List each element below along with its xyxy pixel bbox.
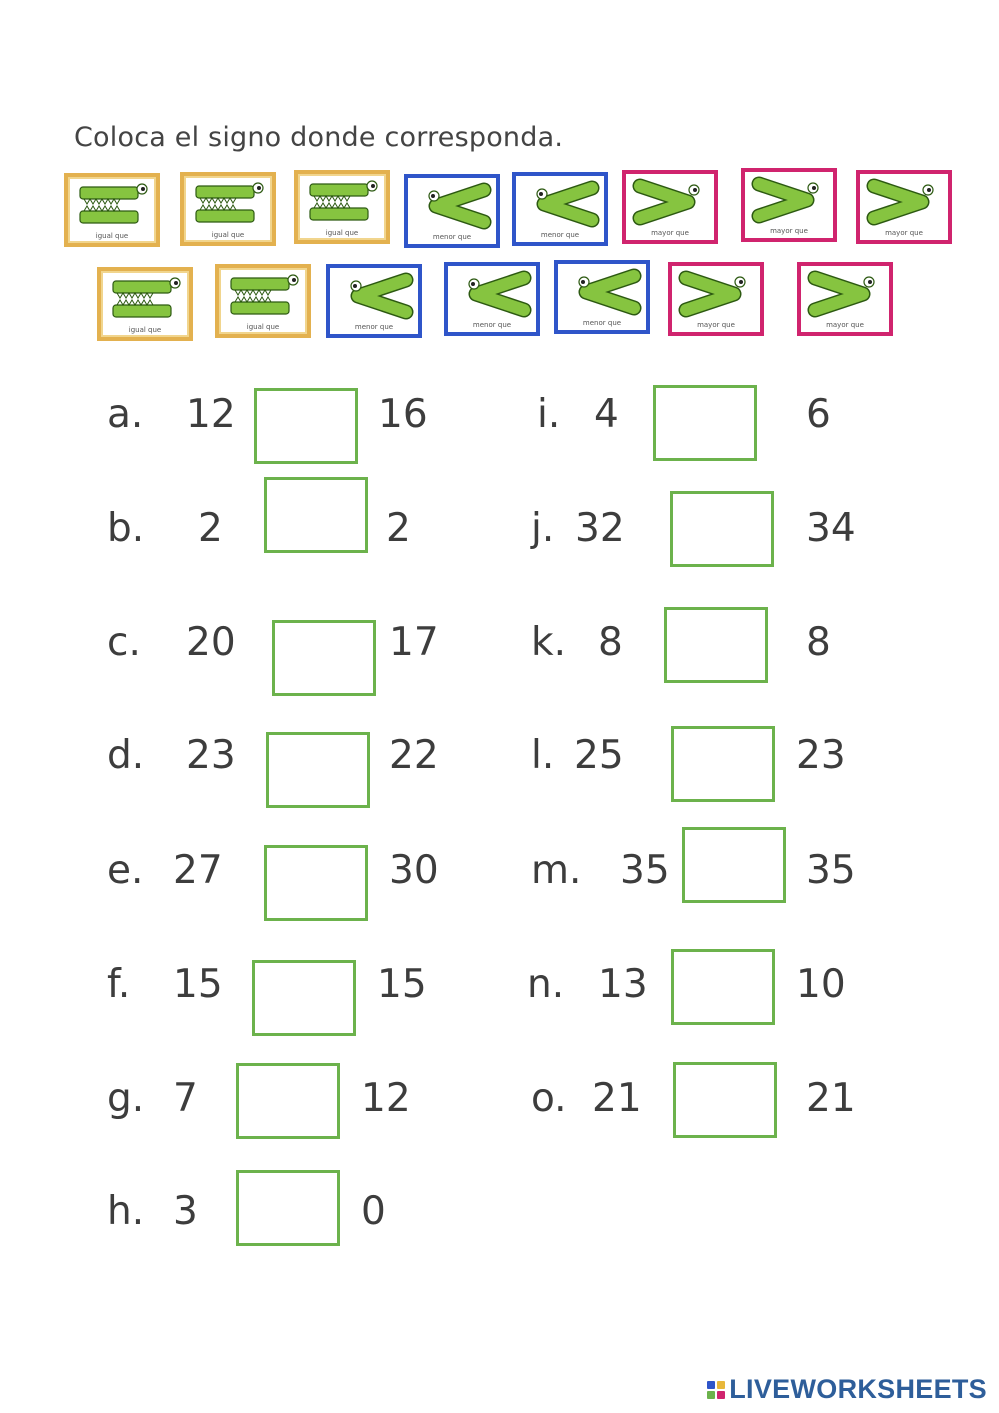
sign-card-caption: mayor que xyxy=(826,321,864,329)
sign-card-mayor[interactable] xyxy=(856,170,952,244)
exercise-label-h: h. xyxy=(107,1189,145,1234)
left-number-d: 23 xyxy=(186,733,236,778)
exercise-label-m: m. xyxy=(531,848,582,893)
liveworksheets-logo xyxy=(707,1374,987,1405)
answer-box-k[interactable] xyxy=(664,607,768,683)
right-number-j: 34 xyxy=(806,506,856,551)
answer-box-c[interactable] xyxy=(272,620,376,696)
sign-card-menor[interactable] xyxy=(554,260,650,334)
answer-box-l[interactable] xyxy=(671,726,775,802)
exercise-label-l: l. xyxy=(531,733,555,778)
sign-card-caption: igual que xyxy=(211,231,245,239)
answer-box-e[interactable] xyxy=(264,845,368,921)
exercise-label-c: c. xyxy=(107,620,141,665)
sign-card-caption: igual que xyxy=(95,232,129,240)
exercise-label-k: k. xyxy=(531,620,566,665)
left-number-g: 7 xyxy=(173,1076,198,1121)
exercise-label-b: b. xyxy=(107,506,145,551)
exercise-label-e: e. xyxy=(107,848,144,893)
answer-box-b[interactable] xyxy=(264,477,368,553)
answer-box-i[interactable] xyxy=(653,385,757,461)
exercise-label-f: f. xyxy=(107,962,131,1007)
right-number-m: 35 xyxy=(806,848,856,893)
right-number-b: 2 xyxy=(386,506,411,551)
left-number-e: 27 xyxy=(173,848,223,893)
sign-card-igual[interactable] xyxy=(215,264,311,338)
right-number-a: 16 xyxy=(378,392,428,437)
left-number-l: 25 xyxy=(574,733,624,778)
instruction-title: Coloca el signo donde corresponda. xyxy=(74,122,564,153)
left-number-j: 32 xyxy=(575,506,625,551)
sign-card-menor[interactable] xyxy=(512,172,608,246)
right-number-c: 17 xyxy=(389,620,439,665)
sign-card-caption: menor que xyxy=(540,231,580,239)
exercise-label-g: g. xyxy=(107,1076,145,1121)
left-number-o: 21 xyxy=(592,1076,642,1121)
left-number-n: 13 xyxy=(598,962,648,1007)
logo-text: LIVEWORKSHEETS xyxy=(729,1374,987,1404)
sign-card-menor[interactable] xyxy=(326,264,422,338)
sign-card-caption: igual que xyxy=(128,326,162,334)
sign-card-caption: menor que xyxy=(354,323,394,331)
right-number-i: 6 xyxy=(806,392,831,437)
exercise-label-n: n. xyxy=(527,962,565,1007)
left-number-i: 4 xyxy=(594,392,619,437)
sign-card-caption: mayor que xyxy=(885,229,923,237)
sign-card-caption: igual que xyxy=(246,323,280,331)
left-number-f: 15 xyxy=(173,962,223,1007)
right-number-l: 23 xyxy=(796,733,846,778)
sign-card-mayor[interactable] xyxy=(797,262,893,336)
left-number-m: 35 xyxy=(620,848,670,893)
answer-box-d[interactable] xyxy=(266,732,370,808)
sign-card-caption: mayor que xyxy=(697,321,735,329)
exercise-label-j: j. xyxy=(531,506,555,551)
right-number-e: 30 xyxy=(389,848,439,893)
answer-box-m[interactable] xyxy=(682,827,786,903)
sign-card-igual[interactable] xyxy=(97,267,193,341)
left-number-c: 20 xyxy=(186,620,236,665)
sign-card-igual[interactable] xyxy=(64,173,160,247)
right-number-k: 8 xyxy=(806,620,831,665)
liveworksheets-logo-icon xyxy=(707,1381,725,1399)
answer-box-f[interactable] xyxy=(252,960,356,1036)
answer-box-g[interactable] xyxy=(236,1063,340,1139)
answer-box-j[interactable] xyxy=(670,491,774,567)
right-number-n: 10 xyxy=(796,962,846,1007)
sign-card-igual[interactable] xyxy=(180,172,276,246)
sign-card-caption: menor que xyxy=(432,233,472,241)
sign-card-menor[interactable] xyxy=(444,262,540,336)
answer-box-o[interactable] xyxy=(673,1062,777,1138)
sign-card-mayor[interactable] xyxy=(741,168,837,242)
sign-card-caption: menor que xyxy=(472,321,512,329)
sign-card-caption: menor que xyxy=(582,319,622,327)
right-number-f: 15 xyxy=(377,962,427,1007)
sign-card-mayor[interactable] xyxy=(668,262,764,336)
answer-box-n[interactable] xyxy=(671,949,775,1025)
sign-card-menor[interactable] xyxy=(404,174,500,248)
left-number-b: 2 xyxy=(198,506,223,551)
left-number-a: 12 xyxy=(186,392,236,437)
sign-card-caption: mayor que xyxy=(770,227,808,235)
sign-card-caption: igual que xyxy=(325,229,359,237)
sign-card-igual[interactable] xyxy=(294,170,390,244)
right-number-d: 22 xyxy=(389,733,439,778)
sign-card-caption: mayor que xyxy=(651,229,689,237)
exercise-label-a: a. xyxy=(107,392,144,437)
left-number-h: 3 xyxy=(173,1189,198,1234)
right-number-h: 0 xyxy=(361,1189,386,1234)
exercise-label-d: d. xyxy=(107,733,145,778)
right-number-o: 21 xyxy=(806,1076,856,1121)
exercise-label-o: o. xyxy=(531,1076,567,1121)
exercise-label-i: i. xyxy=(537,392,561,437)
answer-box-a[interactable] xyxy=(254,388,358,464)
right-number-g: 12 xyxy=(361,1076,411,1121)
sign-card-mayor[interactable] xyxy=(622,170,718,244)
left-number-k: 8 xyxy=(598,620,623,665)
answer-box-h[interactable] xyxy=(236,1170,340,1246)
